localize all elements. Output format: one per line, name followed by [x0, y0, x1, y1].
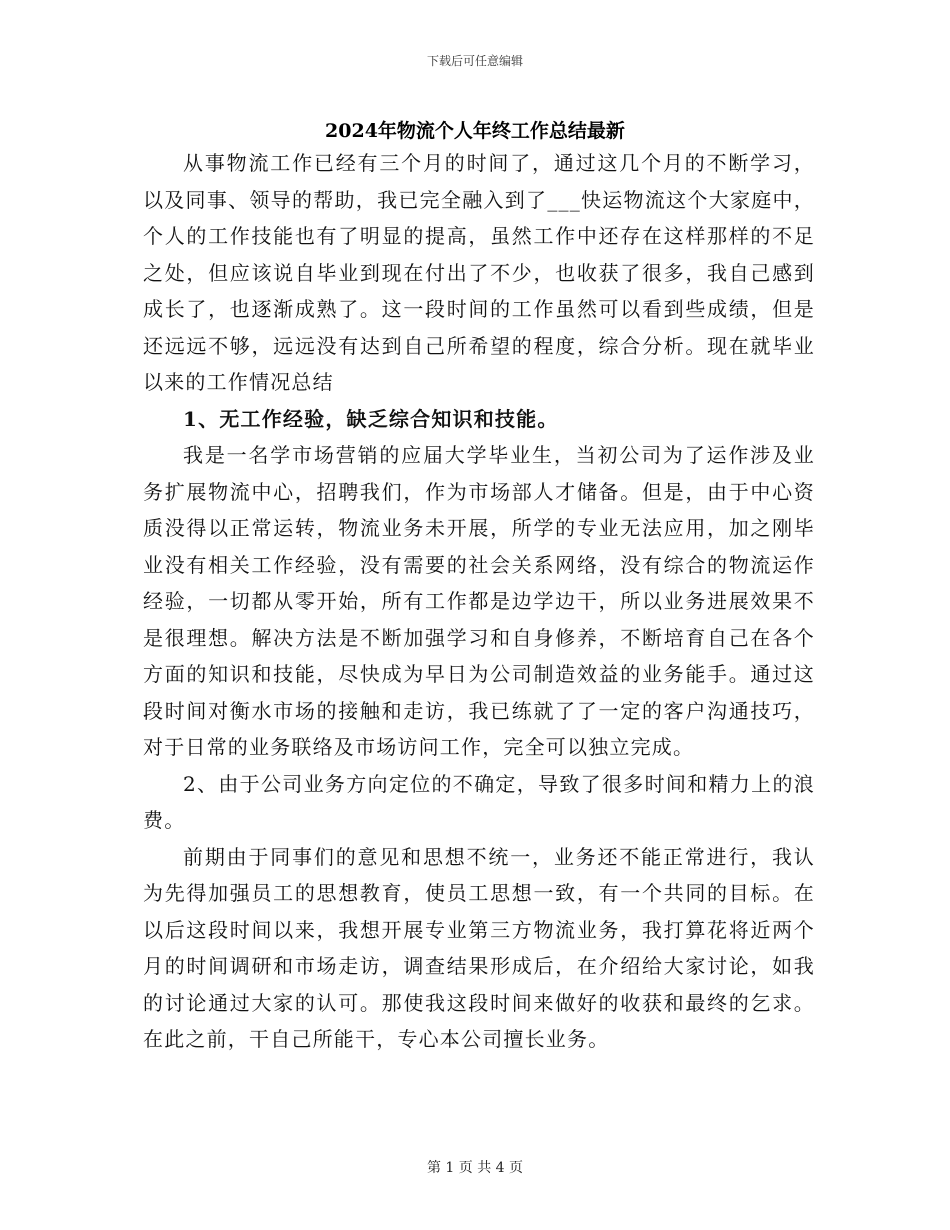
page-footer: 第 1 页 共 4 页 — [426, 1160, 524, 1176]
paragraph-intro: 从事物流工作已经有三个月的时间了，通过这几个月的不断学习，以及同事、领导的帮助，我已完全融入到了___快运物流这个大家庭中，个人的工作技能也有了明显的提高，虽然工作中还存在这样那样的不足之处，但应该说自毕业到现在付出了不少，也收获了很多，我自己感到成长了，也逐渐成熟了。这一段时间的工作虽然可以看到些成绩，但是还远远不够，远远没有达到自己所希望的程度，综合分析。现在就毕业以来的工作情况总结 — [143, 151, 815, 394]
header-note: 下载后可任意编辑 — [426, 54, 523, 68]
paragraph-section-2: 前期由于同事们的意见和思想不统一，业务还不能正常进行，我认为先得加强员工的思想教育，使员工思想一致，有一个共同的目标。在以后这段时间以来，我想开展专业第三方物流业务，我打算花将近两个月的时间调研和市场走访，调查结果形成后，在介绍给大家讨论，如我的讨论通过大家的认可。那使我这段时间来做好的收获和最终的乞求。在此之前，干自己所能干，专心本公司擅长业务。 — [143, 844, 815, 1051]
paragraph-section-1: 我是一名学市场营销的应届大学毕业生，当初公司为了运作涉及业务扩展物流中心，招聘我们，作为市场部人才储备。但是，由于中心资质没得以正常运转，物流业务未开展，所学的专业无法应用，加之刚毕业没有相关工作经验，没有需要的社会关系网络，没有综合的物流运作经验，一切都从零开始，所有工作都是边学边干，所以业务进展效果不是很理想。解决方法是不断加强学习和自身修养，不断培育自己在各个方面的知识和技能，尽快成为早日为公司制造效益的业务能手。通过这段时间对衡水市场的接触和走访，我已练就了了一定的客户沟通技巧，对于日常的业务联络及市场访问工作，完全可以独立完成。 — [143, 443, 815, 759]
document-title: 2024年物流个人年终工作总结最新 — [325, 120, 625, 142]
section-heading-2: 2、由于公司业务方向定位的不确定，导致了很多时间和精力上的浪费。 — [143, 771, 815, 832]
document-body — [143, 145, 815, 1058]
section-heading-1: 1、无工作经验，缺乏综合知识和技能。 — [183, 406, 559, 431]
